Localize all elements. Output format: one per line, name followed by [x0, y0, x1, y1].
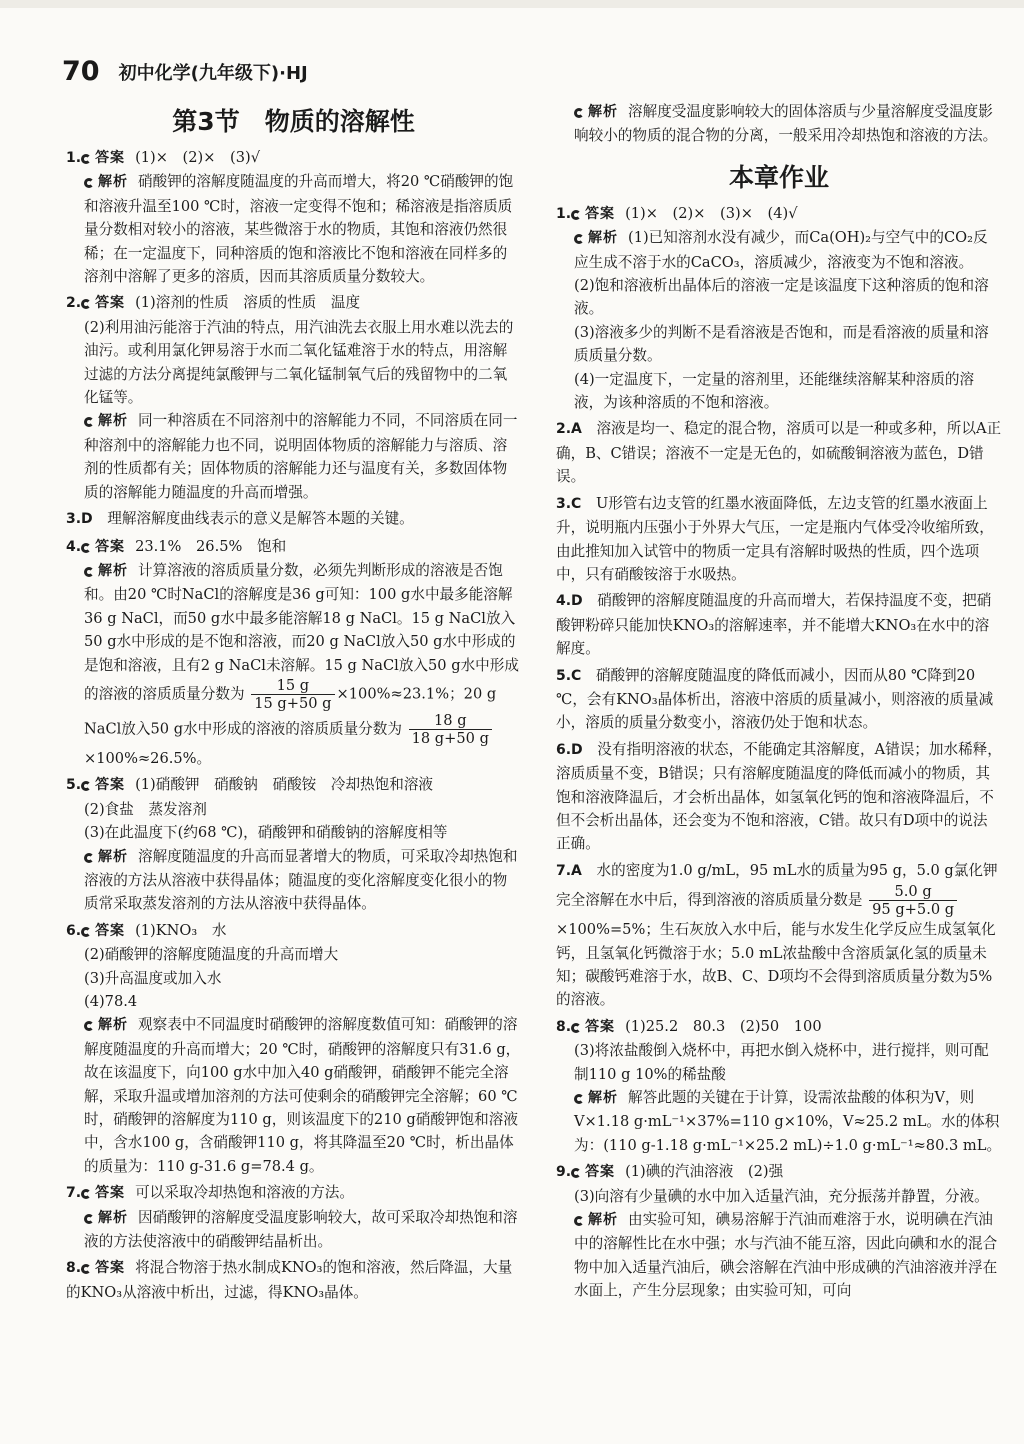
analysis-bullet-icon: [84, 853, 94, 863]
analysis-text: 同一种溶质在不同溶剂中的溶解能力不同，不同溶质在同一种溶剂中的溶解能力也不同，说明固体物质的溶解能力与溶质、溶剂的性质都有关；固体物质的溶解能力还与温度有关，多数固体物质的溶解能力随温度的升高而增强。: [84, 412, 518, 501]
question-number: 8.: [556, 1018, 572, 1035]
answer-text-2: (3)向溶有少量碘的水中加入适量汽油，充分振荡并静置，分液。: [574, 1187, 989, 1205]
chapter-question-3: [556, 492, 1002, 587]
fraction-numerator: 18 g: [409, 712, 492, 730]
chapter-question-1: [556, 202, 1002, 415]
question-number: 2.A: [556, 421, 582, 438]
explanation-text: 硝酸钾的溶解度随温度的升高而增大，若保持温度不变，把硝酸钾粉碎只能加快KNO₃的溶解速率，并不能增大KNO₃在水中的溶解度。: [556, 592, 992, 658]
answer-label: 答案: [95, 922, 126, 939]
answer-text-2: (2)硝酸钾的溶解度随温度的升高而增大: [84, 946, 339, 964]
question-number: 3.C: [556, 495, 582, 512]
answer-label: 答案: [95, 777, 126, 794]
question-number: 1.: [556, 205, 572, 222]
explanation-text: U形管右边支管的红墨水液面降低，左边支管的红墨水液面上升，说明瓶内压强小于外界大气压，一定是瓶内气体受冷收缩所致，由此推知加入试管中的物质一定具有溶解时吸热的性质，四个选项中，只有硝酸铵溶于水吸热。: [556, 494, 994, 583]
question-number: 1.: [66, 150, 82, 166]
chapter-question-7: [556, 859, 1002, 1012]
analysis-text-mid: ×100%≈23.1%；20 g NaCl放入50 g水中形成的溶液的溶质质量分数为: [84, 685, 497, 738]
answer-text: (1)× (2)× (3)√: [135, 149, 261, 166]
answer-label: 答案: [585, 205, 616, 222]
fraction-denominator: 18 g+50 g: [411, 729, 489, 747]
analysis: [66, 170, 521, 288]
analysis: [556, 1086, 1002, 1157]
analysis-bullet-icon: [84, 1021, 94, 1031]
analysis: [66, 409, 521, 504]
answer-text: 可以采取冷却热饱和溶液的方法。: [135, 1184, 354, 1202]
answer-text-3: (3)升高温度或加入水: [84, 969, 222, 987]
answer-label: 答案: [95, 150, 126, 166]
analysis-text: 溶解度受温度影响较大的固体溶质与少量溶解度受温度影响较小的物质的混合物的分离，一般采用冷却热饱和溶液的方法。: [574, 103, 998, 145]
analysis-text: 硝酸钾的溶解度随温度的升高而增大，将20 ℃硝酸钾的饱和溶液升温至100 ℃时，溶液一定变得不饱和；稀溶液是指溶质质量分数相对较小的溶液，某些微溶于水的物质，其饱和溶液仍然很稀；在一定温度下，同种溶质的饱和溶液比不饱和溶液在同样多的溶剂中溶解了更多的溶质，因而其溶质质量分数较大。: [84, 173, 514, 286]
analysis: [556, 226, 1002, 274]
answer-label: 答案: [585, 1018, 616, 1035]
answer-text-2: (3)将浓盐酸倒入烧杯中，再把水倒入烧杯中，进行搅拌，则可配制110 g 10%的稀盐酸: [574, 1042, 989, 1083]
analysis-label: 解析: [98, 1209, 128, 1226]
answer-text: (1)溶剂的性质 溶质的性质 温度: [135, 294, 361, 312]
explanation-text: 理解溶解度曲线表示的意义是解答本题的关键。: [107, 510, 414, 528]
question-1: [66, 146, 521, 288]
analysis-bullet-icon: [574, 108, 584, 118]
chapter-question-4: [556, 589, 1002, 660]
book-title: 初中化学(九年级下)·HJ: [118, 62, 308, 84]
analysis-text: 计算溶液的溶质质量分数，必须先判断形成的溶液是否饱和。由20 ℃时NaCl的溶解度是36 g可知：100 g水中最多能溶解36 g NaCl，而50 g水中最多能溶解18 g NaCl。15 g NaCl放入50 g水中形成的是不饱和溶液，而20 g NaCl放入50 g水中形成的是饱和溶液，且有2 g NaCl未溶解。15 g NaCl放入50 g水中形成的溶液的溶质质量分数为: [84, 561, 519, 703]
analysis: [66, 1206, 521, 1254]
answer-text: (1)硝酸钾 硝酸钠 硝酸铵 冷却热饱和溶液: [135, 776, 434, 794]
fraction-denominator: 95 g+5.0 g: [872, 901, 955, 919]
question-5: [66, 773, 521, 915]
chapter-question-5: [556, 664, 1002, 735]
fraction-1: [251, 677, 334, 712]
question-number: 3.D: [66, 511, 93, 528]
explanation-text: 溶液是均一、稳定的混合物，溶质可以是一种或多种，所以A正确，B、C错误；溶液不一定是无色的，如硫酸铜溶液为蓝色，D错误。: [556, 420, 1002, 486]
answer-bullet-icon: [81, 1189, 91, 1199]
fraction-2: [409, 712, 492, 747]
answer-bullet-icon: [81, 299, 91, 309]
analysis-label: 解析: [588, 1212, 618, 1229]
answer-label: 答案: [95, 1185, 126, 1202]
analysis: [556, 100, 1002, 148]
answer-bullet-icon: [81, 781, 91, 791]
analysis-bullet-icon: [574, 1216, 584, 1226]
answer-bullet-icon: [571, 210, 581, 220]
answer-text: 将混合物溶于热水制成KNO₃的饱和溶液，然后降温，大量的KNO₃从溶液中析出，过滤，得KNO₃晶体。: [66, 1259, 513, 1301]
answer-text: (1)KNO₃ 水: [135, 921, 227, 939]
answer-bullet-icon: [571, 1023, 581, 1033]
answer-label: 答案: [95, 295, 126, 312]
explanation-text: 没有指明溶液的状态，不能确定其溶解度，A错误；加水稀释，溶质质量不变，B错误；只有溶解度随温度的降低而减小的物质，其饱和溶液降温后，才会析出晶体，如氢氧化钙的饱和溶液降温后，不但不会析出晶体，还会变为不饱和溶液，C错。故只有D项中的说法正确。: [556, 740, 1002, 853]
answer-bullet-icon: [81, 1264, 91, 1274]
question-4: [66, 535, 521, 771]
analysis: [66, 845, 521, 916]
answer-text-2: (2)利用油污能溶于汽油的特点，用汽油洗去衣服上用水难以洗去的油污。或利用氯化钾易溶于水而二氧化锰难溶于水的特点，用溶解过滤的方法分离提纯氯酸钾与二氧化锰制氧气后的残留物中的二氧化锰等。: [84, 318, 514, 407]
analysis-label: 解析: [98, 413, 128, 430]
answer-bullet-icon: [81, 543, 91, 553]
analysis-label: 解析: [98, 562, 128, 579]
question-number: 6.D: [556, 741, 583, 758]
left-column: [66, 100, 521, 1307]
chapter-question-2: [556, 417, 1002, 488]
right-column: [556, 100, 1002, 1306]
chapter-question-9: [556, 1160, 1002, 1302]
fraction-denominator: 15 g+50 g: [254, 694, 332, 712]
answer-text: (1)× (2)× (3)× (4)√: [625, 204, 798, 222]
question-number: 7.A: [556, 862, 582, 879]
answer-text-4: (4)78.4: [84, 993, 138, 1010]
analysis-label: 解析: [98, 1017, 128, 1034]
analysis-text: 由实验可知，碘易溶解于汽油而难溶于水，说明碘在汽油中的溶解性比在水中强；水与汽油不能互溶，因此向碘和水的混合物中加入适量汽油后，碘会溶解在汽油中形成碘的汽油溶液并浮在水面上，产生分层现象；由实验可知，可向: [574, 1211, 998, 1300]
question-number: 4.D: [556, 593, 583, 610]
question-8: [66, 1256, 521, 1304]
explanation-text-end: ×100%=5%；生石灰放入水中后，能与水发生化学反应生成氢氧化钙，且氢氧化钙微溶于水；5.0 mL浓盐酸中含溶质氯化氢的质量未知；碳酸钙难溶于水，故B、C、D项均不会得到溶质质量分数为5%的溶液。: [556, 921, 996, 1009]
answer-text: (1)25.2 80.3 (2)50 100: [625, 1017, 822, 1035]
section-title: 第3节 物质的溶解性: [172, 107, 415, 136]
answer-text-3: (3)在此温度下(约68 ℃)，硝酸钾和硝酸钠的溶解度相等: [84, 824, 448, 842]
answer-label: 答案: [95, 1260, 126, 1277]
analysis-label: 解析: [98, 174, 128, 191]
chapter-question-8: [556, 1015, 1002, 1157]
question-number: 5.C: [556, 667, 582, 684]
analysis-continued: [556, 100, 1002, 148]
fraction-numerator: 15 g: [251, 677, 334, 695]
page-top-edge: [0, 0, 1024, 8]
question-number: 9.: [556, 1164, 572, 1181]
analysis-bullet-icon: [84, 417, 94, 427]
analysis-label: 解析: [98, 848, 128, 865]
question-6: [66, 919, 521, 1178]
fraction-numerator: 5.0 g: [869, 883, 957, 901]
question-number: 2.: [66, 295, 82, 312]
analysis-text: 溶解度随温度的升高而显著增大的物质，可采取冷却热饱和溶液的方法从溶液中获得晶体；随温度的变化溶解度变化很小的物质常采取蒸发溶剂的方法从溶液中获得晶体。: [84, 847, 518, 913]
chapter-question-6: [556, 738, 1002, 856]
analysis-label: 解析: [588, 104, 618, 120]
answer-label: 答案: [585, 1164, 616, 1181]
fraction: [869, 883, 957, 918]
question-number: 6.: [66, 922, 82, 939]
analysis-bullet-icon: [574, 234, 584, 244]
question-number: 4.: [66, 538, 82, 555]
section-title: 本章作业: [728, 162, 829, 192]
question-number: 7.: [66, 1185, 82, 1202]
answer-bullet-icon: [81, 154, 91, 164]
analysis-text: (1)已知溶剂水没有减少，而Ca(OH)₂与空气中的CO₂反应生成不溶于水的CaCO₃，溶质减少，溶液变为不饱和溶液。: [574, 229, 988, 271]
page-header: [62, 56, 308, 90]
analysis-bullet-icon: [574, 1094, 584, 1104]
explanation-text: 硝酸钾的溶解度随温度的降低而减小，因而从80 ℃降到20 ℃，会有KNO₃晶体析出，溶液中溶质的质量减小，则溶液的质量减小，溶质的质量分数变小，溶液仍处于饱和状态。: [556, 666, 994, 732]
analysis-bullet-icon: [84, 567, 94, 577]
analysis-text: 因硝酸钾的溶解度受温度影响较大，故可采取冷却热饱和溶液的方法使溶液中的硝酸钾结晶析出。: [84, 1208, 518, 1251]
analysis-label: 解析: [588, 230, 618, 247]
answer-text-2: (2)食盐 蒸发溶剂: [84, 800, 207, 818]
answer-text: (1)碘的汽油溶液 (2)强: [625, 1163, 784, 1181]
page-number: 70: [62, 56, 100, 87]
analysis: [556, 1208, 1002, 1303]
analysis: [66, 1013, 521, 1178]
question-number: 8.: [66, 1260, 82, 1277]
explanation-text: 水的密度为1.0 g/mL，95 mL水的质量为95 g，5.0 g氯化钾完全溶解在水中后，得到溶液的溶质质量分数是: [556, 861, 998, 909]
answer-bullet-icon: [571, 1168, 581, 1178]
analysis-text-2: (2)饱和溶液析出晶体后的溶液一定是该温度下这种溶质的饱和溶液。: [574, 277, 989, 318]
analysis-text: 解答此题的关键在于计算，设需浓盐酸的体积为V，则V×1.18 g·mL⁻¹×37%=110 g×10%，V≈25.2 mL。水的体积为：(110 g-1.18 g·mL⁻¹×25.2 mL)÷1.0 g·mL⁻¹≈80.3 mL。: [574, 1089, 1002, 1154]
analysis-text-end: ×100%≈26.5%。: [84, 749, 212, 767]
analysis-label: 解析: [588, 1090, 618, 1107]
answer-label: 答案: [95, 538, 126, 555]
analysis-text-4: (4)一定温度下，一定量的溶剂里，还能继续溶解某种溶质的溶液，为该种溶质的不饱和溶液。: [574, 370, 975, 412]
question-7: [66, 1181, 521, 1253]
question-2: [66, 291, 521, 504]
analysis-text: 观察表中不同温度时硝酸钾的溶解度数值可知：硝酸钾的溶解度随温度的升高而增大；20 ℃时，硝酸钾的溶解度只有31.6 g，故在该温度下，向100 g水中加入40 g硝酸钾，硝酸钾不能完全溶解，采取升温或增加溶剂的方法可使剩余的硝酸钾完全溶解；60 ℃时，硝酸钾的溶解度为110 g，则该温度下的210 g硝酸钾饱和溶液中，含水100 g，含硝酸钾110 g，将其降温至20 ℃时，析出晶体的质量为：110 g-31.6 g=78.4 g。: [84, 1016, 521, 1175]
analysis-bullet-icon: [84, 1214, 94, 1224]
question-3: [66, 507, 521, 531]
answer-text: 23.1% 26.5% 饱和: [135, 537, 287, 555]
question-number: 5.: [66, 777, 82, 794]
analysis-text-3: (3)溶液多少的判断不是看溶液是否饱和，而是看溶液的质量和溶质质量分数。: [574, 323, 989, 365]
answer-bullet-icon: [81, 927, 91, 937]
analysis: [66, 559, 521, 770]
analysis-bullet-icon: [84, 178, 94, 188]
